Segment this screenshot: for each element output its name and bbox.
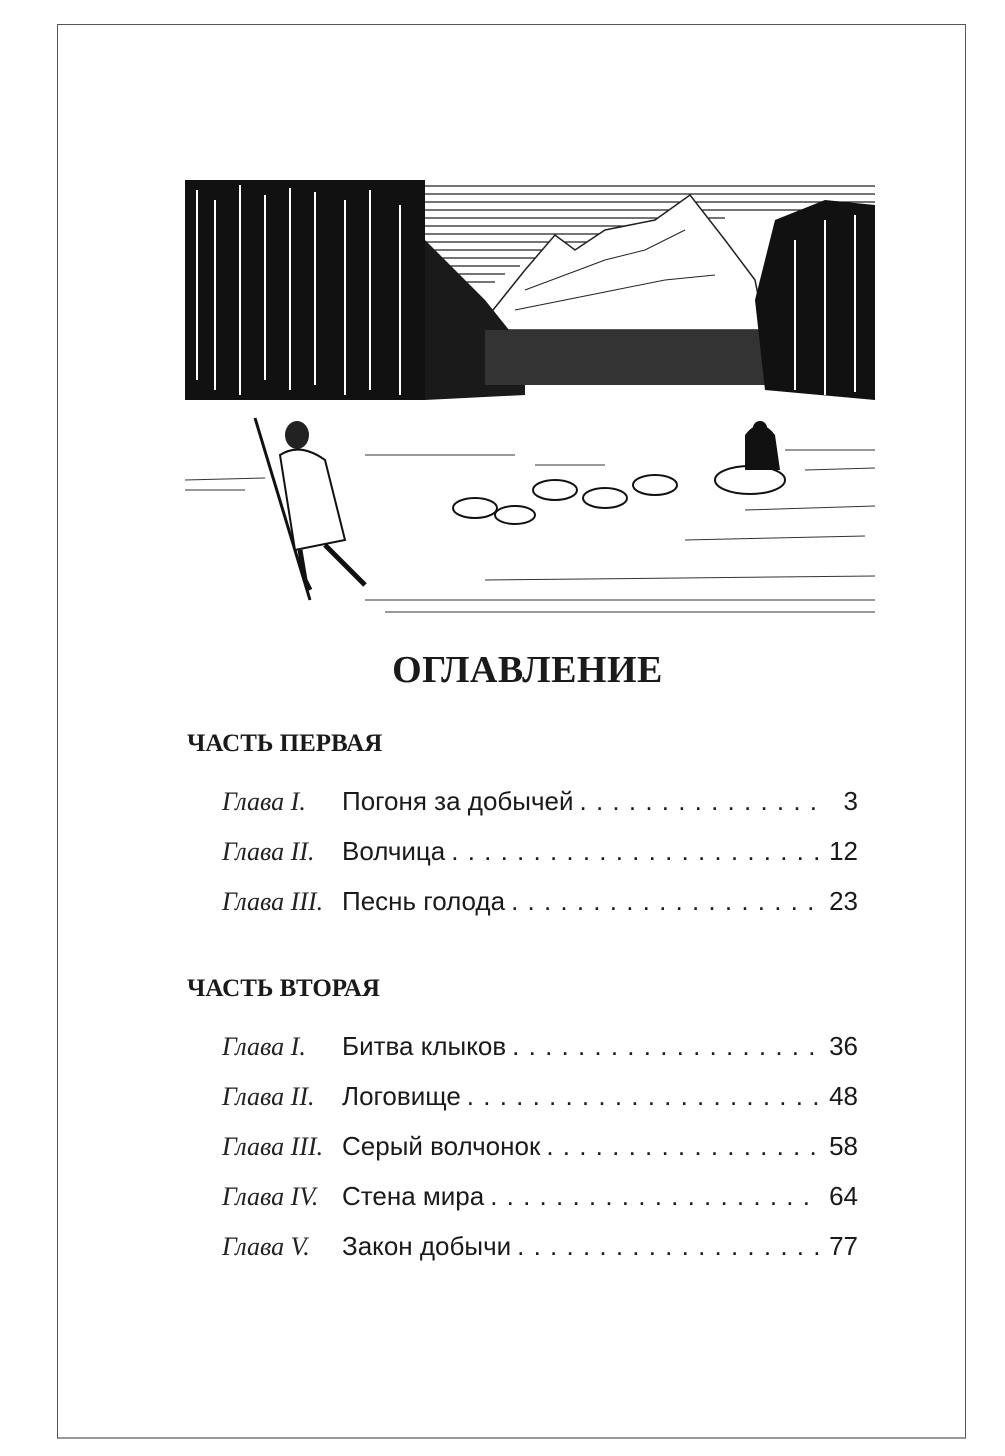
- dot-leader: [546, 1131, 820, 1162]
- toc-entry[interactable]: [222, 1181, 858, 1221]
- chapter-label: Глава V.: [222, 1232, 310, 1261]
- chapter-label: Глава I.: [222, 1032, 306, 1061]
- chapter-label: Глава IV.: [222, 1182, 319, 1211]
- toc-entry[interactable]: [222, 1231, 858, 1271]
- page-number: 36: [829, 1031, 858, 1061]
- dot-leader: [451, 836, 820, 867]
- dot-leader: [467, 1081, 820, 1112]
- toc-entry[interactable]: [222, 1131, 858, 1171]
- page-number: 77: [829, 1231, 858, 1261]
- dot-leader: [512, 1031, 820, 1062]
- toc-entry[interactable]: [222, 1081, 858, 1121]
- chapter-title: Битва клыков: [342, 1031, 507, 1061]
- chapter-title: Песнь голода: [342, 886, 506, 916]
- chapter-title: Волчица: [342, 836, 446, 866]
- toc-entry[interactable]: [222, 786, 858, 826]
- chapter-label: Глава I.: [222, 787, 306, 816]
- page-number: 58: [829, 1131, 858, 1161]
- chapter-label: Глава III.: [222, 887, 324, 916]
- toc-entry[interactable]: [222, 836, 858, 876]
- page-number: 12: [829, 836, 858, 866]
- toc-entry[interactable]: [222, 886, 858, 926]
- dot-leader: [580, 786, 820, 817]
- chapter-title: Логовище: [342, 1081, 461, 1111]
- dot-leader: [517, 1231, 820, 1262]
- chapter-label: Глава III.: [222, 1132, 324, 1161]
- chapter-title: Закон добычи: [342, 1231, 512, 1261]
- dot-leader: [490, 1181, 820, 1212]
- chapter-label: Глава II.: [222, 837, 315, 866]
- part-heading: ЧАСТЬ ВТОРАЯ: [187, 975, 380, 1002]
- toc-entry[interactable]: [222, 1031, 858, 1071]
- page-number: 3: [843, 786, 858, 816]
- part-heading: ЧАСТЬ ПЕРВАЯ: [187, 730, 383, 757]
- chapter-title: Стена мира: [342, 1181, 485, 1211]
- page-title: ОГЛАВЛЕНИЕ: [392, 649, 663, 691]
- page-number: 23: [829, 886, 858, 916]
- chapter-label: Глава II.: [222, 1082, 315, 1111]
- chapter-title: Погоня за добычей: [342, 786, 574, 816]
- page-number: 48: [829, 1081, 858, 1111]
- page-number: 64: [829, 1181, 858, 1211]
- dot-leader: [511, 886, 820, 917]
- winter-scene-illustration: [185, 180, 875, 622]
- chapter-title: Серый волчонок: [342, 1131, 541, 1161]
